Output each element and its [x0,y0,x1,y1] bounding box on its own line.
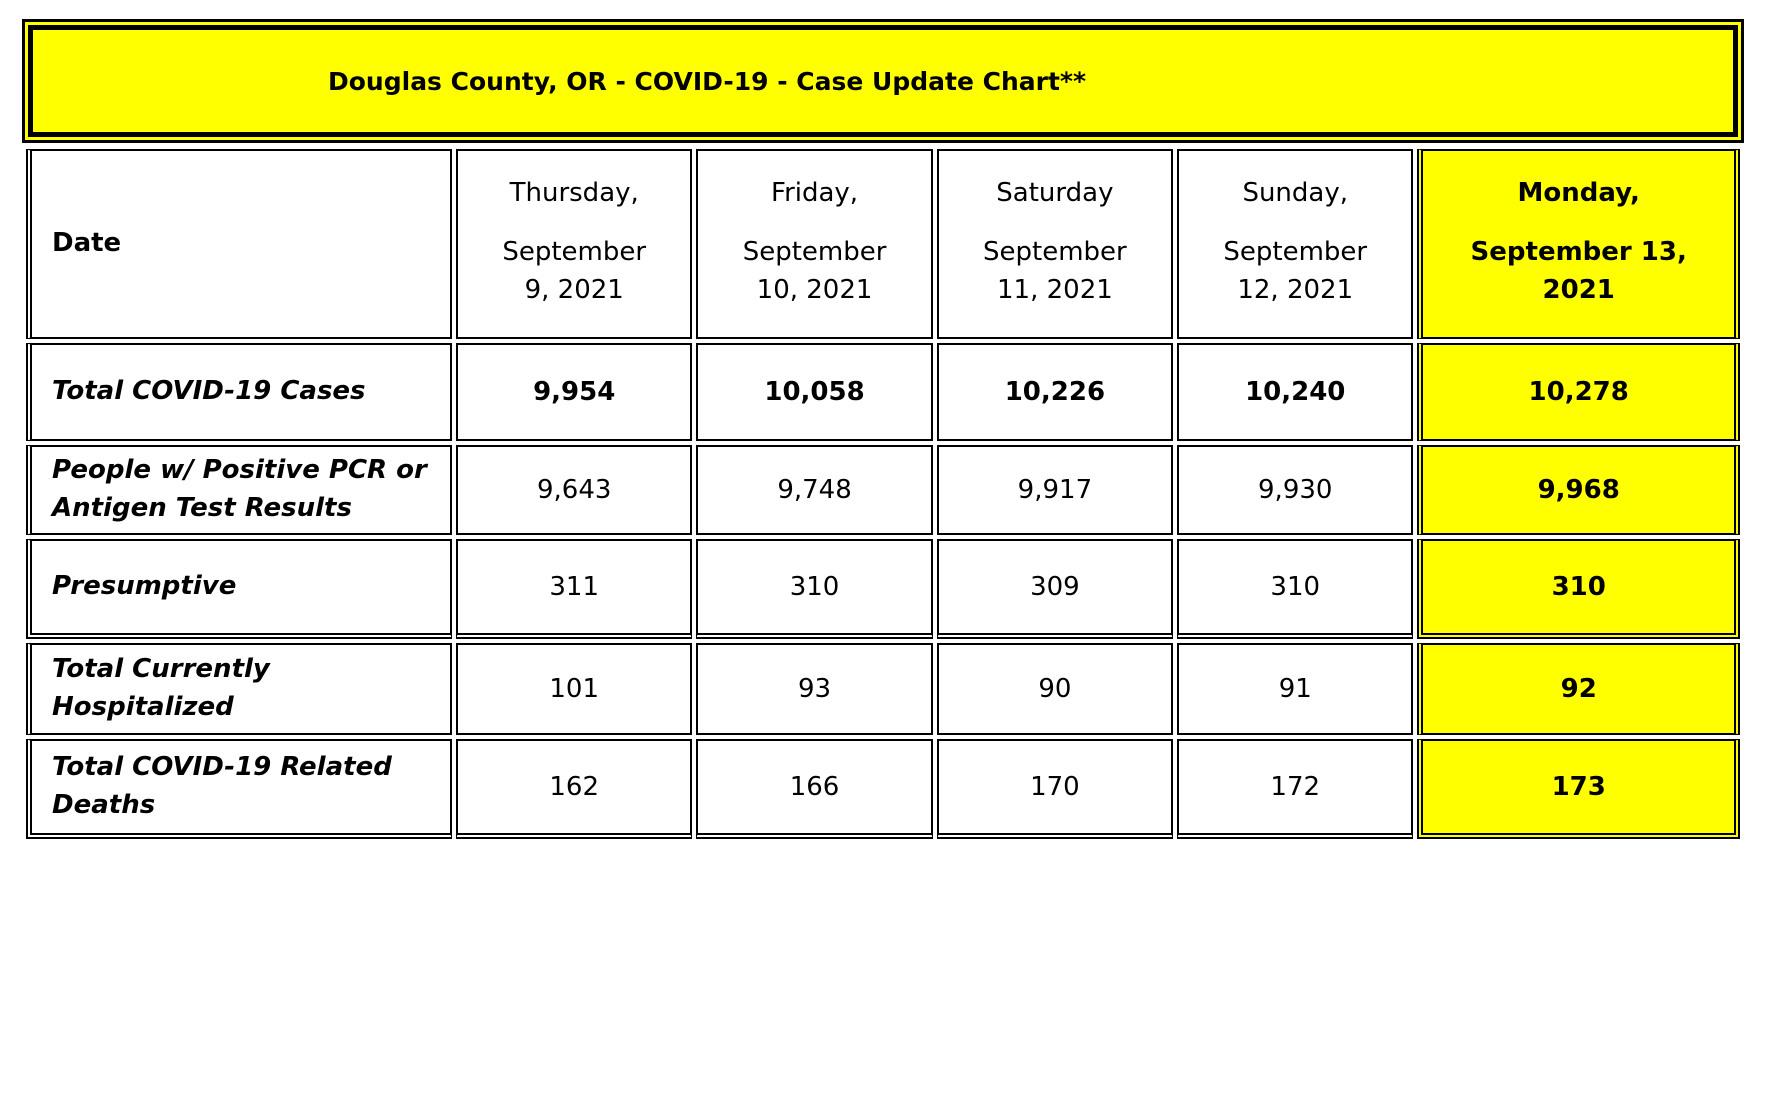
table-row-presumptive [26,539,1740,639]
date-header-month: September [502,237,647,268]
date-header-weekday: Friday, [771,178,859,209]
table-cell-highlighted: 173 [1417,739,1740,839]
row-label: Presumptive [26,539,452,639]
page-title: Douglas County, OR - COVID-19 - Case Update Chart** [328,66,1087,96]
row-label: Total COVID-19 Cases [26,343,452,441]
table-cell: 310 [1177,539,1413,639]
row-label: People w/ Positive PCR or Antigen Test Results [26,445,452,535]
date-header-day: 11, 2021 [997,275,1113,305]
table-cell: 90 [937,643,1173,735]
date-header-month: September 13, [1470,237,1687,268]
date-header-weekday: Thursday, [509,178,639,209]
table-cell: 93 [696,643,932,735]
table-cell: 172 [1177,739,1413,839]
table-row-positive-tests [26,445,1740,535]
table-cell-highlighted: 310 [1417,539,1740,639]
date-header-cell [696,149,932,339]
date-header-cell [1177,149,1413,339]
title-banner [22,19,1744,143]
table-cell: 91 [1177,643,1413,735]
date-header-day: 12, 2021 [1237,275,1354,305]
table-cell: 10,240 [1177,343,1413,441]
table-cell: 309 [937,539,1173,639]
table-cell: 170 [937,739,1173,839]
table-cell: 311 [456,539,692,639]
date-header-month: September [983,237,1127,268]
date-header-cell [456,149,692,339]
date-header-weekday: Sunday, [1242,178,1349,209]
table-cell: 9,917 [937,445,1173,535]
table-cell-highlighted: 92 [1417,643,1740,735]
table-cell: 9,748 [696,445,932,535]
table-cell: 162 [456,739,692,839]
date-header-cell-highlighted [1417,149,1740,339]
table-cell: 101 [456,643,692,735]
date-header-weekday: Monday, [1517,178,1640,209]
title-banner-inner [31,28,1735,134]
case-update-table [22,145,1744,843]
table-row-hospitalized [26,643,1740,735]
row-label: Total COVID-19 Related Deaths [26,739,452,839]
date-header-day: 10, 2021 [756,275,873,305]
table-cell: 10,226 [937,343,1173,441]
date-header-month: September [742,237,887,268]
table-cell-highlighted: 9,968 [1417,445,1740,535]
table-row-total-cases [26,343,1740,441]
date-header-weekday: Saturday [996,178,1114,209]
table-cell: 9,643 [456,445,692,535]
table-cell-highlighted: 10,278 [1417,343,1740,441]
row-label: Total Currently Hospitalized [26,643,452,735]
table-cell: 9,954 [456,343,692,441]
date-header-label: Date [26,149,452,339]
table-cell: 10,058 [696,343,932,441]
table-row-deaths [26,739,1740,839]
table-cell: 166 [696,739,932,839]
table-cell: 310 [696,539,932,639]
date-header-day: 2021 [1542,275,1615,305]
date-header-day: 9, 2021 [524,275,624,305]
date-header-month: September [1223,237,1368,268]
header-row [26,149,1740,339]
date-header-cell [937,149,1173,339]
table-cell: 9,930 [1177,445,1413,535]
